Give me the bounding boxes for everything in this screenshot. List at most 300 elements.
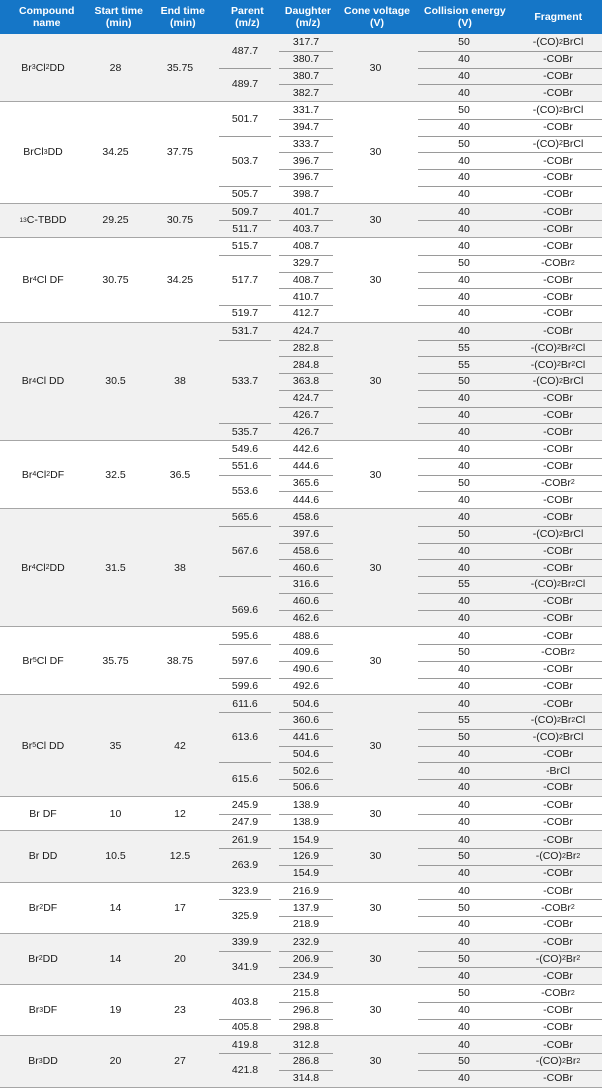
compound-group [0,34,602,102]
parent-mz: 245.9 [231,799,259,812]
compound-name: Br 3 Cl 2 DD [21,61,65,74]
fragment: -COBr [543,1038,573,1051]
collision-energy: 40 [458,86,470,99]
parent-mz: 613.6 [231,731,259,744]
collision-energy: 40 [458,1004,470,1017]
start-time: 29.25 [102,214,129,227]
daughter-mz: 412.7 [292,307,320,320]
parent-mz: 567.6 [231,544,259,557]
compound-group [0,883,602,934]
daughter-mz: 458.6 [292,544,320,557]
daughter-mz: 488.6 [292,629,320,642]
end-time: 37.75 [166,146,194,159]
cone-voltage: 30 [369,901,382,914]
fragment: -COBr [543,307,573,320]
start-time: 31.5 [105,561,126,574]
parent-mz: 597.6 [231,654,259,667]
cone-voltage: 30 [369,273,382,286]
daughter-mz: 424.7 [292,392,320,405]
fragment: -(CO) 2 Br 2 [535,952,581,965]
compound-group [0,204,602,239]
fragment: -COBr [543,544,573,557]
daughter-mz: 409.6 [292,646,320,659]
collision-energy: 40 [458,392,470,405]
cone-voltage: 30 [369,807,382,820]
daughter-mz: 460.6 [292,561,320,574]
collision-energy: 40 [458,679,470,692]
collision-energy: 50 [458,646,470,659]
parent-mz: 611.6 [232,697,258,710]
daughter-mz: 218.9 [292,918,320,931]
compound-group [0,238,602,323]
parent-mz: 339.9 [231,936,259,949]
start-time: 32.5 [105,468,126,481]
daughter-mz: 441.6 [292,731,320,744]
daughter-mz: 382.7 [292,86,320,99]
daughter-mz: 331.7 [292,104,320,117]
fragment: -COBr [543,833,573,846]
compound-group [0,695,602,797]
collision-energy: 40 [458,1072,470,1085]
parent-mz: 533.7 [231,375,259,388]
fragment: -COBr [543,781,573,794]
table-header [0,0,602,34]
compound-name: Br 4 Cl 2 DF [21,468,65,481]
parent-mz: 341.9 [231,961,259,974]
fragment: -COBr [543,222,573,235]
daughter-mz: 296.8 [292,1004,320,1017]
parent-mz: 487.7 [231,44,259,57]
parent-mz: 511.7 [232,222,258,235]
collision-energy: 50 [458,952,470,965]
collision-energy: 40 [458,544,470,557]
end-time: 34.25 [166,273,194,286]
compound-name: Br 4 Cl DD [21,375,65,388]
compound-group [0,797,602,832]
parent-mz: 599.6 [231,679,259,692]
fragment: -COBr [543,205,573,218]
collision-energy: 40 [458,460,470,473]
compound-name: Br 4 Cl 2 DD [21,561,65,574]
daughter-mz: 232.9 [292,936,320,949]
daughter-mz: 442.6 [292,443,320,456]
compound-name: Br 3 DF [28,1004,58,1017]
collision-energy: 40 [458,867,470,880]
fragment: -COBr [543,918,573,931]
daughter-mz: 365.6 [292,476,320,489]
daughter-mz: 397.6 [292,528,320,541]
collision-energy: 40 [458,781,470,794]
fragment: -(CO) 2 BrCl [532,104,584,117]
fragment: -COBr 2 [541,257,575,270]
daughter-mz: 401.7 [292,205,320,218]
fragment: -(CO) 2 Br 2 [535,1055,581,1068]
end-time: 38 [174,375,186,388]
collision-energy: 40 [458,629,470,642]
end-time: 38.75 [166,654,194,667]
daughter-mz: 490.6 [292,663,320,676]
fragment: -COBr 2 [541,646,575,659]
fragment: -COBr [543,408,573,421]
compound-name: Br 5 Cl DF [22,654,64,667]
compound-name: Br DD [28,850,58,863]
fragment: -COBr 2 [541,987,575,1000]
collision-energy: 55 [458,578,470,591]
daughter-mz: 460.6 [292,595,320,608]
fragment: -COBr [543,867,573,880]
fragment: -COBr [543,1072,573,1085]
fragment: -COBr [543,697,573,710]
daughter-mz: 312.8 [292,1038,320,1051]
compound-group [0,1036,602,1087]
daughter-mz: 154.9 [292,833,320,846]
fragment: -COBr [543,240,573,253]
daughter-mz: 314.8 [292,1072,320,1085]
daughter-mz: 424.7 [292,325,320,338]
daughter-mz: 317.7 [292,36,320,49]
collision-energy: 40 [458,511,470,524]
collision-energy: 40 [458,918,470,931]
compound-group [0,627,602,695]
compound-name: Br 2 DF [28,901,58,914]
parent-mz: 551.6 [231,460,259,473]
daughter-mz: 215.8 [292,987,320,1000]
daughter-mz: 333.7 [292,137,320,150]
daughter-mz: 360.6 [292,714,320,727]
collision-energy: 40 [458,884,470,897]
collision-energy: 40 [458,443,470,456]
collision-energy: 40 [458,611,470,624]
collision-energy: 40 [458,764,470,777]
fragment: -COBr [543,561,573,574]
compound-name: Br 5 Cl DD [21,739,65,752]
collision-energy: 40 [458,240,470,253]
collision-energy: 40 [458,53,470,66]
end-time: 35.75 [166,61,194,74]
compound-group [0,831,602,882]
header-start-time: Start time (min) [94,5,143,29]
start-time: 30.75 [102,273,129,286]
daughter-mz: 363.8 [292,375,320,388]
fragment: -COBr 2 [541,476,575,489]
start-time: 35.75 [102,654,129,667]
daughter-mz: 504.6 [292,697,320,710]
collision-energy: 40 [458,222,470,235]
fragment: -(CO) 2 Br 2 Cl [530,341,586,354]
collision-energy: 40 [458,290,470,303]
end-time: 38 [174,561,186,574]
compound-name: Br 3 DD [28,1055,58,1068]
compound-group [0,985,602,1036]
collision-energy: 40 [458,833,470,846]
daughter-mz: 394.7 [292,121,320,134]
daughter-mz: 126.9 [292,850,320,863]
fragment: -COBr [543,290,573,303]
daughter-mz: 504.6 [292,747,320,760]
collision-energy: 40 [458,273,470,286]
daughter-mz: 458.6 [292,511,320,524]
fragment: -COBr [543,425,573,438]
fragment: -COBr [543,1004,573,1017]
table-body [0,34,602,1088]
fragment: -COBr [543,1020,573,1033]
cone-voltage: 30 [369,61,382,74]
parent-mz: 247.9 [231,815,259,828]
header-compound-name: Compound name [19,5,75,29]
parent-mz: 421.8 [231,1063,259,1076]
compound-group [0,509,602,627]
collision-energy: 50 [458,731,470,744]
header-collision-energy: Collision energy (V) [424,5,506,29]
daughter-mz: 298.8 [292,1020,320,1033]
fragment: -COBr [543,171,573,184]
header-parent-mz: Parent (m/z) [231,5,264,29]
parent-mz: 505.7 [231,188,259,201]
daughter-mz: 282.8 [292,341,320,354]
daughter-mz: 444.6 [292,460,320,473]
parent-mz: 595.6 [231,629,259,642]
collision-energy: 40 [458,1020,470,1033]
collision-energy: 40 [458,188,470,201]
daughter-mz: 410.7 [292,290,320,303]
parent-mz: 323.9 [231,884,259,897]
fragment: -BrCl [546,764,570,777]
compound-name: Br 4 Cl DF [22,273,64,286]
parent-mz: 509.7 [231,205,259,218]
daughter-mz: 138.9 [292,799,320,812]
compound-group [0,323,602,441]
fragment: -COBr [543,443,573,456]
fragment: -COBr [543,86,573,99]
collision-energy: 40 [458,815,470,828]
parent-mz: 565.6 [231,511,259,524]
end-time: 42 [174,739,186,752]
daughter-mz: 154.9 [292,867,320,880]
collision-energy: 40 [458,325,470,338]
collision-energy: 50 [458,528,470,541]
fragment: -COBr [543,511,573,524]
parent-mz: 405.8 [231,1020,259,1033]
collision-energy: 50 [458,901,470,914]
start-time: 28 [109,61,122,74]
fragment: -(CO) 2 Br 2 [535,850,581,863]
cone-voltage: 30 [369,850,382,863]
parent-mz: 615.6 [231,773,259,785]
compound-name: Br DF [29,807,57,820]
collision-energy: 40 [458,936,470,949]
fragment: -COBr [543,884,573,897]
collision-energy: 40 [458,697,470,710]
start-time: 14 [109,952,122,965]
fragment: -COBr [543,154,573,167]
cone-voltage: 30 [369,375,382,388]
fragment: -COBr [543,493,573,506]
parent-mz: 517.7 [231,273,259,286]
fragment: -COBr [543,663,573,676]
daughter-mz: 444.6 [292,493,320,506]
parent-mz: 519.7 [231,307,259,320]
cone-voltage: 30 [369,654,382,667]
daughter-mz: 408.7 [292,273,320,286]
parent-mz: 261.9 [231,833,259,846]
end-time: 27 [174,1055,186,1068]
compound-group [0,102,602,204]
collision-energy: 40 [458,493,470,506]
fragment: -(CO) 2 BrCl [532,36,584,49]
collision-energy: 50 [458,476,470,489]
collision-energy: 40 [458,663,470,676]
parent-mz: 531.7 [231,325,259,338]
collision-energy: 50 [458,36,470,49]
parent-mz: 501.7 [231,112,259,125]
start-time: 14 [109,901,122,914]
daughter-mz: 234.9 [292,969,320,982]
end-time: 20 [174,952,186,965]
daughter-mz: 284.8 [292,358,320,371]
fragment: -(CO) 2 Br 2 Cl [530,358,586,371]
start-time: 30.5 [105,375,126,388]
parent-mz: 419.8 [231,1038,259,1051]
fragment: -COBr [543,53,573,66]
header-fragment: Fragment [534,11,583,23]
collision-energy: 40 [458,747,470,760]
daughter-mz: 408.7 [292,240,320,253]
cone-voltage: 30 [369,739,382,752]
collision-energy: 50 [458,104,470,117]
daughter-mz: 462.6 [292,611,320,624]
daughter-mz: 216.9 [292,884,320,897]
collision-energy: 40 [458,425,470,438]
collision-energy: 55 [458,714,470,727]
collision-energy: 50 [458,850,470,863]
parent-mz: 489.7 [231,78,259,91]
start-time: 20 [109,1055,122,1068]
fragment: -COBr [543,799,573,812]
parent-mz: 535.7 [231,425,259,438]
compound-name: Br 2 DD [28,952,58,965]
start-time: 10.5 [105,850,126,863]
collision-energy: 40 [458,154,470,167]
fragment: -(CO) 2 Br 2 Cl [530,578,586,591]
daughter-mz: 316.6 [292,578,320,591]
start-time: 35 [109,739,122,752]
daughter-mz: 380.7 [292,69,320,82]
daughter-mz: 206.9 [292,952,320,965]
daughter-mz: 506.6 [292,781,320,794]
start-time: 10 [109,807,122,820]
daughter-mz: 403.7 [292,222,320,235]
daughter-mz: 138.9 [292,815,320,828]
end-time: 12.5 [169,850,191,863]
fragment: -(CO) 2 BrCl [532,731,584,744]
collision-energy: 40 [458,561,470,574]
fragment: -COBr [543,392,573,405]
fragment: -COBr [543,611,573,624]
end-time: 36.5 [169,468,191,481]
compound-name: 13 C-TBDD [19,214,67,227]
collision-energy: 40 [458,171,470,184]
collision-energy: 40 [458,969,470,982]
daughter-mz: 426.7 [292,408,320,421]
end-time: 30.75 [166,214,194,227]
collision-energy: 55 [458,341,470,354]
fragment: -COBr [543,273,573,286]
fragment: -COBr 2 [541,901,575,914]
fragment: -COBr [543,188,573,201]
fragment: -COBr [543,595,573,608]
start-time: 19 [109,1004,122,1017]
end-time: 17 [174,901,186,914]
collision-energy: 50 [458,375,470,388]
collision-energy: 50 [458,137,470,150]
compound-group [0,441,602,509]
collision-energy: 40 [458,307,470,320]
fragment: -COBr [543,69,573,82]
daughter-mz: 329.7 [292,257,320,270]
daughter-mz: 396.7 [292,154,320,167]
fragment: -(CO) 2 Br 2 Cl [530,714,586,727]
daughter-mz: 426.7 [292,425,320,438]
collision-energy: 50 [458,1055,470,1068]
parent-mz: 503.7 [231,154,259,167]
daughter-mz: 396.7 [292,171,320,184]
fragment: -COBr [543,747,573,760]
cone-voltage: 30 [369,561,382,574]
fragment: -COBr [543,325,573,338]
parent-mz: 325.9 [231,910,259,922]
collision-energy: 40 [458,595,470,608]
header-cone-voltage: Cone voltage (V) [344,5,410,29]
fragment: -COBr [543,679,573,692]
fragment: -COBr [543,969,573,982]
collision-energy: 40 [458,205,470,218]
fragment: -COBr [543,936,573,949]
daughter-mz: 137.9 [292,901,320,914]
parent-mz: 403.8 [231,995,259,1008]
cone-voltage: 30 [369,952,382,965]
end-time: 23 [174,1004,186,1017]
header-end-time: End time (min) [160,5,205,29]
fragment: -COBr [543,121,573,134]
compound-name: BrCl 3 DD [23,146,63,159]
collision-energy: 50 [458,257,470,270]
fragment: -(CO) 2 BrCl [532,528,584,541]
compound-group [0,934,602,985]
collision-energy: 40 [458,69,470,82]
daughter-mz: 502.6 [292,764,320,777]
daughter-mz: 286.8 [292,1055,320,1068]
parent-mz: 515.7 [231,240,259,253]
fragment: -(CO) 2 BrCl [532,375,584,388]
parent-mz: 553.6 [231,485,259,498]
cone-voltage: 30 [369,468,382,481]
cone-voltage: 30 [369,214,382,227]
cone-voltage: 30 [369,146,382,159]
cone-voltage: 30 [369,1055,382,1068]
collision-energy: 40 [458,1038,470,1051]
end-time: 12 [174,807,186,820]
fragment: -COBr [543,460,573,473]
collision-energy: 40 [458,121,470,134]
collision-energy: 40 [458,799,470,812]
collision-energy: 40 [458,408,470,421]
fragment: -COBr [543,629,573,642]
parent-mz: 549.6 [231,443,259,456]
daughter-mz: 492.6 [292,679,320,692]
parent-mz: 569.6 [231,603,259,616]
start-time: 34.25 [102,146,129,159]
collision-energy: 55 [458,358,470,371]
